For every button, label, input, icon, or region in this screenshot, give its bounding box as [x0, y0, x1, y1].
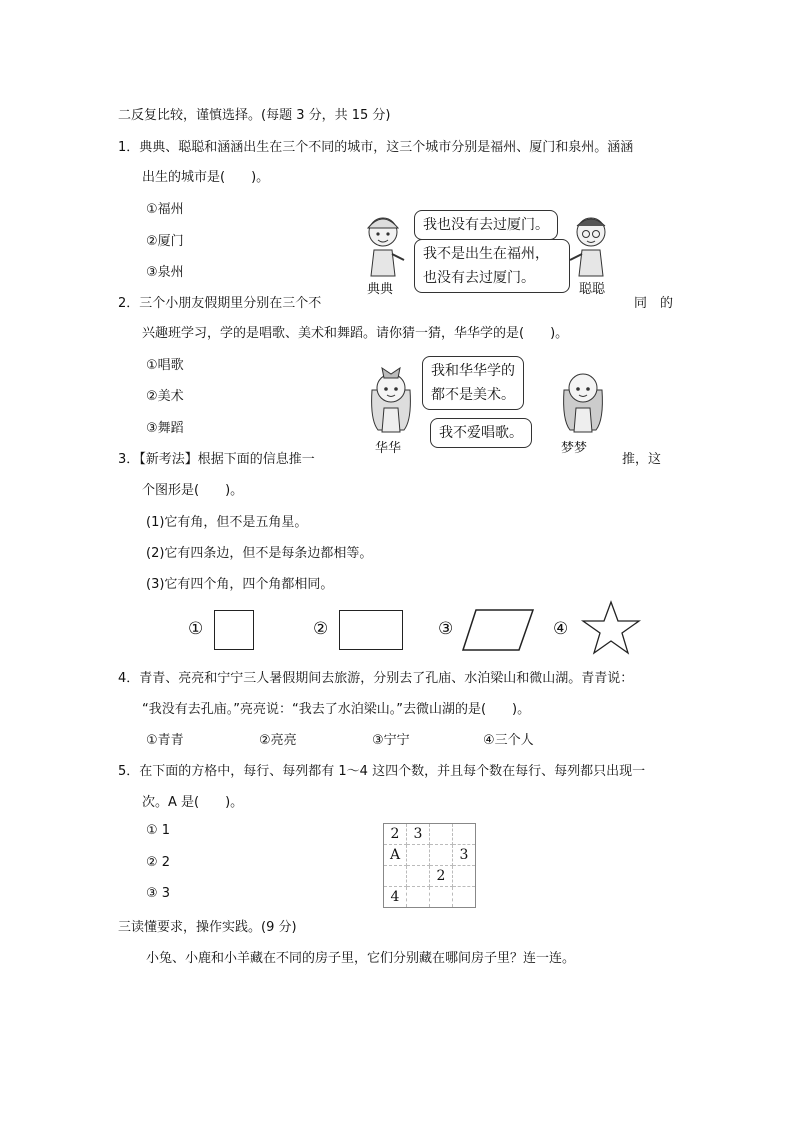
q3-clue-3: (3)它有四个角，四个角都相同。 — [146, 577, 334, 592]
q2-bubble-1 — [422, 356, 524, 410]
q1-bubble-2-line1: 我不是出生在福州， — [423, 246, 549, 262]
number-grid — [383, 823, 476, 908]
q2-option-3[interactable]: ③舞蹈 — [146, 421, 184, 436]
q1-name-right: 聪聪 — [579, 282, 606, 297]
rectangle-shape — [339, 610, 403, 650]
q3-shape-label-3[interactable]: ③ — [438, 619, 454, 639]
q3-shape-label-4[interactable]: ④ — [553, 619, 569, 639]
q3-clue-2: (2)它有四条边，但不是每条边都相等。 — [146, 546, 373, 561]
grid-cell — [407, 845, 430, 866]
grid-cell — [407, 866, 430, 887]
grid-cell — [384, 866, 407, 887]
parallelogram-shape — [462, 609, 534, 651]
q1-bubble-2-line2: 也没有去过厦门。 — [423, 270, 535, 286]
q4-line2: “我没有去孔庙。”亮亮说：“我去了水泊梁山。”去微山湖的是( )。 — [142, 702, 531, 717]
q2-name-right: 梦梦 — [561, 441, 588, 456]
q2-option-1[interactable]: ①唱歌 — [146, 358, 184, 373]
q1-name-left: 典典 — [367, 282, 394, 297]
q4-line1: 4．青青、亮亮和宁宁三人暑假期间去旅游，分别去了孔庙、水泊梁山和微山湖。青青说： — [118, 671, 634, 686]
square-shape — [214, 610, 254, 650]
grid-row — [384, 845, 476, 866]
q2-option-2[interactable]: ②美术 — [146, 389, 184, 404]
q5-option-2[interactable]: ② 2 — [146, 855, 171, 870]
girl-hua-illustration — [364, 360, 418, 434]
q5-option-3[interactable]: ③ 3 — [146, 886, 171, 901]
q1-option-1[interactable]: ①福州 — [146, 202, 184, 217]
q4-option-2[interactable]: ②亮亮 — [259, 733, 297, 748]
q3-line2: 个图形是( )。 — [142, 483, 244, 498]
grid-cell: 4 — [384, 887, 407, 908]
grid-cell — [430, 824, 453, 845]
grid-row — [384, 824, 476, 845]
grid-cell — [453, 866, 476, 887]
q3-shape-label-1[interactable]: ① — [188, 619, 204, 639]
star-shape — [580, 600, 642, 656]
q2-bubble-1-line2: 都不是美术。 — [431, 387, 515, 403]
grid-cell: 2 — [430, 866, 453, 887]
q1-option-3[interactable]: ③泉州 — [146, 265, 184, 280]
q1-bubble-2 — [414, 239, 570, 293]
q3-line1b: 推，这 — [622, 452, 662, 467]
q5-line1: 5．在下面的方格中，每行、每列都有 1～4 这四个数，并且每个数在每行、每列都只出现一 — [118, 764, 646, 779]
section-3-title: 三读懂要求，操作实践。(9 分) — [118, 920, 297, 935]
q2-bubble-1-line1: 我和华华学的 — [431, 363, 515, 379]
grid-cell: 2 — [384, 824, 407, 845]
q3-shape-label-2[interactable]: ② — [313, 619, 329, 639]
grid-cell — [453, 824, 476, 845]
grid-cell — [407, 887, 430, 908]
q2-line1a: 2．三个小朋友假期里分别在三个不 — [118, 296, 322, 311]
girl-meng-illustration — [556, 360, 610, 434]
q2-name-left: 华华 — [375, 441, 402, 456]
q2-line2: 兴趣班学习，学的是唱歌、美术和舞蹈。请你猜一猜，华华学的是( )。 — [142, 326, 569, 341]
q4-option-3[interactable]: ③宁宁 — [372, 733, 410, 748]
q4-option-4[interactable]: ④三个人 — [483, 733, 534, 748]
q2-bubble-2: 我不爱唱歌。 — [430, 418, 532, 448]
q5-option-1[interactable]: ① 1 — [146, 823, 171, 838]
grid-cell: 3 — [453, 845, 476, 866]
q2-line1b: 同 的 — [634, 296, 674, 311]
q1-option-2[interactable]: ②厦门 — [146, 234, 184, 249]
q5-line2: 次。A 是( )。 — [142, 795, 244, 810]
section-2-title: 二反复比较，谨慎选择。(每题 3 分，共 15 分) — [118, 108, 391, 123]
grid-cell: A — [384, 845, 407, 866]
q1-line1: 1．典典、聪聪和涵涵出生在三个不同的城市，这三个城市分别是福州、厦门和泉州。涵涵 — [118, 140, 634, 155]
q4-option-1[interactable]: ①青青 — [146, 733, 184, 748]
grid-row — [384, 866, 476, 887]
grid-cell — [453, 887, 476, 908]
q1-bubble-1: 我也没有去过厦门。 — [414, 210, 558, 240]
section-3-line1: 小兔、小鹿和小羊藏在不同的房子里，它们分别藏在哪间房子里？连一连。 — [146, 951, 576, 966]
q3-line1a: 3．【新考法】根据下面的信息推一 — [118, 452, 315, 467]
boy-dian-illustration — [358, 208, 408, 278]
grid-cell: 3 — [407, 824, 430, 845]
grid-row — [384, 887, 476, 908]
grid-cell — [430, 845, 453, 866]
q3-clue-1: (1)它有角，但不是五角星。 — [146, 515, 308, 530]
q1-line2: 出生的城市是( )。 — [142, 170, 270, 185]
grid-cell — [430, 887, 453, 908]
boy-cong-illustration — [566, 208, 616, 278]
